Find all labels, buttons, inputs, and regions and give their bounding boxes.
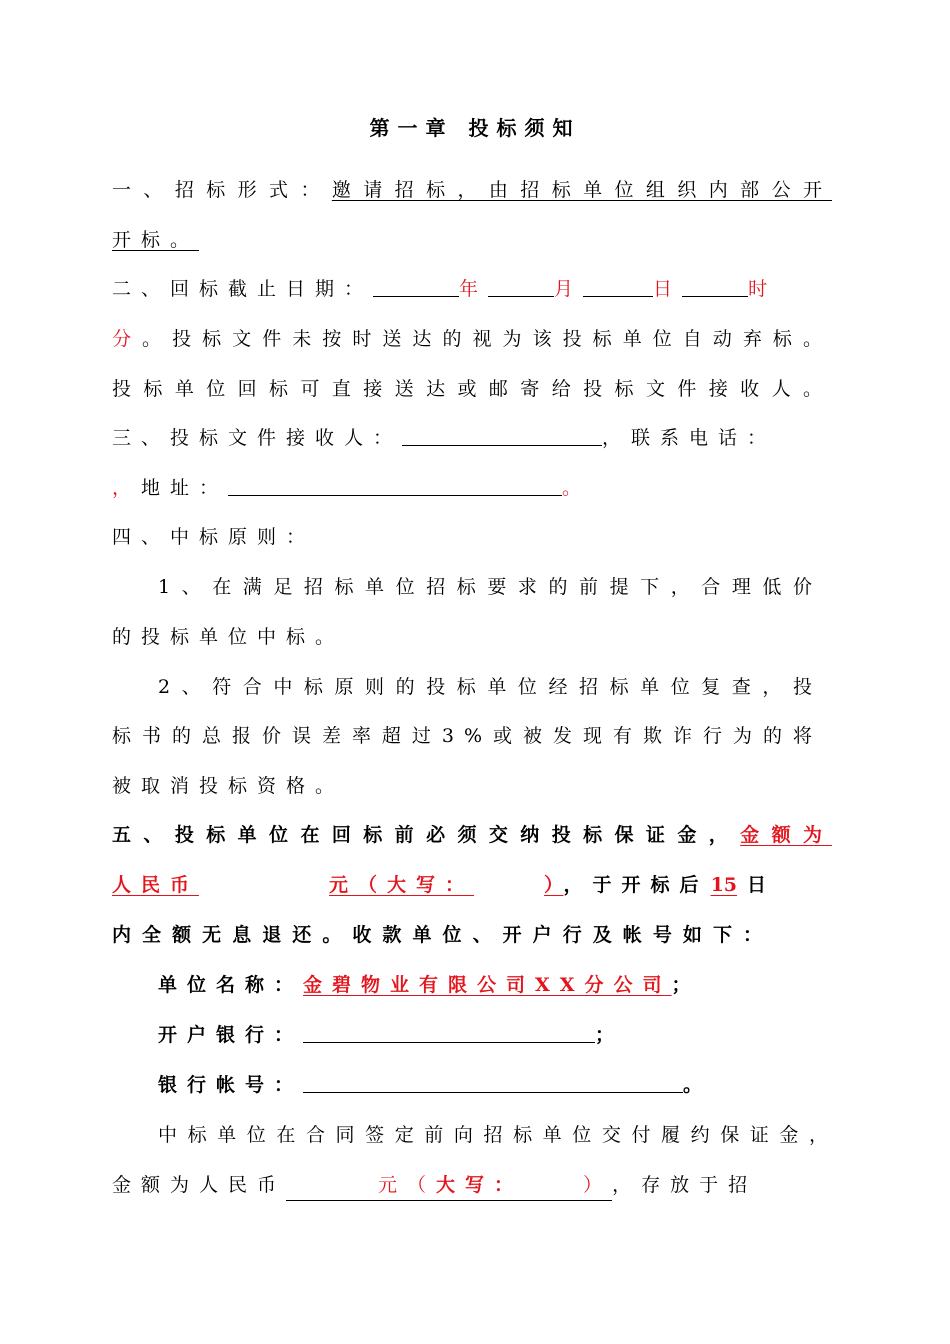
performance-line-1	[158, 1120, 838, 1150]
hour-unit: 时	[748, 278, 778, 300]
account-end: 。	[683, 1074, 713, 1096]
bank-label: 开户银行：	[158, 1024, 304, 1046]
receiver-blank	[402, 423, 602, 446]
day-blank	[583, 274, 653, 297]
performance-amount	[286, 1170, 612, 1201]
deposit-close-paren: ）	[544, 874, 564, 896]
payee-unit-name: 金碧物业有限公司XX分公司	[303, 974, 672, 996]
deposit-yuan-label: 元（大写：	[329, 874, 475, 896]
account-blank	[303, 1070, 683, 1093]
payee-unit-row	[158, 970, 878, 1000]
red-comma: ，	[112, 477, 142, 499]
deposit-day-unit: 日	[747, 874, 777, 896]
account-label: 银行帐号：	[158, 1074, 304, 1096]
tender-form-text: 邀请招标，由招标单位组织内部公开	[331, 179, 832, 201]
section-1-label: 一、招标形式：	[112, 179, 332, 201]
phone-label: ，联系电话：	[602, 427, 777, 449]
principle-2-line-3: 被取消投标资格。	[112, 775, 345, 797]
chapter-title: 第一章 投标须知	[369, 116, 581, 140]
section-1-line-1	[112, 175, 832, 205]
payee-unit-label: 单位名称：	[158, 974, 304, 996]
section-1-line-2	[112, 225, 832, 255]
performance-line-2	[112, 1170, 832, 1200]
hour-blank	[682, 274, 748, 297]
principle-1-line-2: 的投标单位中标。	[112, 626, 345, 648]
section-5-line-1	[112, 820, 832, 850]
day-unit: 日	[653, 278, 683, 300]
deposit-rmb-label: 人民币	[112, 874, 200, 896]
section-2-line-3	[112, 374, 832, 404]
section-5-line-3	[112, 920, 772, 950]
performance-line-2-end: ，存放于招	[612, 1174, 758, 1196]
section-2-line-2	[112, 324, 832, 354]
month-unit: 月	[554, 278, 584, 300]
principle-2-text-cont: 标书的总报价误差率超过3%或被发现有欺诈行为的将	[112, 725, 822, 747]
bank-row	[158, 1020, 878, 1050]
section-3-label: 三、投标文件接收人：	[112, 427, 403, 449]
principle-2-line-1	[158, 672, 822, 702]
section-5-label: 五、投标单位在回标前必须交纳投标保证金，	[112, 824, 741, 846]
performance-line-1-text: 中标单位在合同签定前向招标单位交付履约保证金，	[158, 1124, 838, 1146]
section-4-label: 四、中标原则：	[112, 526, 316, 548]
address-label: 地址：	[141, 477, 229, 499]
principle-2-line-2	[112, 721, 822, 751]
address-blank	[228, 473, 562, 496]
year-unit: 年	[459, 278, 489, 300]
section-2-label: 二、回标截止日期：	[112, 278, 374, 300]
section-2-line-1	[112, 274, 832, 304]
section-5-line-2	[112, 870, 832, 900]
principle-1-text: 1、在满足招标单位招标要求的前提下，合理低价	[158, 576, 822, 598]
tender-form-text-end: 开标。	[112, 229, 200, 251]
section-2-line-2-text: 。投标文件未按时送达的视为该投标单位自动弃标。	[142, 328, 832, 350]
deposit-amount-label: 金额为	[740, 824, 832, 846]
performance-close-paren: ）	[583, 1174, 613, 1196]
address-end: 。	[562, 477, 592, 499]
principle-2-text: 2、符合中标原则的投标单位经招标单位复查，投	[158, 676, 822, 698]
performance-daxie: 大写：	[436, 1174, 524, 1196]
bank-blank	[303, 1020, 595, 1043]
performance-yuan: 元（	[378, 1174, 437, 1196]
section-3-line-1	[112, 423, 832, 453]
month-blank	[488, 274, 554, 297]
minute-unit: 分	[112, 328, 143, 350]
bank-semicolon: ；	[595, 1024, 625, 1046]
principle-1-line-1	[158, 572, 822, 602]
section-5-line-3-text: 内全额无息退还。收款单位、开户行及帐号如下：	[112, 924, 772, 946]
section-2-line-3-text: 投标单位回标可直接送达或邮寄给投标文件接收人。	[112, 378, 832, 400]
account-row	[158, 1070, 878, 1100]
deposit-days: 15	[710, 874, 738, 896]
deposit-rmb	[112, 874, 564, 896]
performance-amount-label: 金额为人民币	[112, 1174, 287, 1196]
year-blank	[373, 274, 459, 297]
deposit-after-label: ，于开标后	[563, 874, 709, 896]
section-3-line-2	[112, 473, 832, 503]
payee-unit-semicolon: ；	[671, 974, 701, 996]
